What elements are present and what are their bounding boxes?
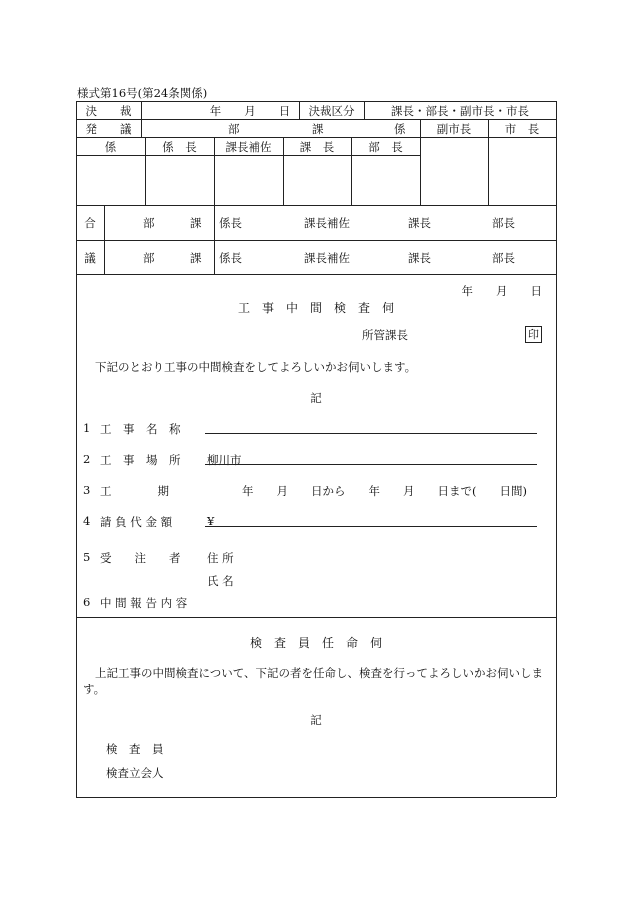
requester-label: 所管課長 xyxy=(362,328,408,342)
request1-body: 下記のとおり工事の中間検査をしてよろしいかお伺いします。 xyxy=(95,360,417,374)
stamp-col-kakari: 係 xyxy=(104,140,117,154)
item5-name: 氏 名 xyxy=(207,574,234,588)
frame-bottom xyxy=(76,797,556,798)
stamp-col-kakaricho: 係 長 xyxy=(162,140,197,154)
consult2-bu: 部 xyxy=(143,251,155,265)
consult2-bucho: 部長 xyxy=(492,251,515,265)
consult1-kacho-hosa: 課長補佐 xyxy=(304,216,350,230)
item5-address: 住 所 xyxy=(207,551,234,565)
inspector-label: 検 査 員 xyxy=(106,742,164,756)
consult2-ka: 課 xyxy=(190,251,202,265)
frame-top xyxy=(76,101,556,102)
witness-label: 検査立会人 xyxy=(106,766,164,780)
line-v-label xyxy=(141,101,142,137)
hatsugi-bu: 部 xyxy=(228,122,240,136)
label-hatsugi: 発 議 xyxy=(85,122,132,136)
line-h6 xyxy=(76,274,556,275)
hatsugi-kakari: 係 xyxy=(394,122,406,136)
label-kessai-kubun: 決裁区分 xyxy=(308,104,355,118)
item1-underline xyxy=(205,433,537,434)
stamp-col-kacho-hosa: 課長補佐 xyxy=(225,140,272,154)
label-shicho: 市 長 xyxy=(504,122,540,136)
seal-mark: 印 xyxy=(525,326,542,343)
stamp-col-kacho: 課 長 xyxy=(299,140,335,154)
request-date: 年 月 日 xyxy=(461,284,542,298)
label-kessai: 決 裁 xyxy=(85,104,132,118)
item2-value: 柳川市 xyxy=(207,453,242,467)
item4-underline xyxy=(205,526,537,527)
line-h1 xyxy=(76,119,556,120)
request1-ki: 記 xyxy=(310,391,322,405)
request2-ki: 記 xyxy=(310,713,322,727)
item6-label: 中 間 報 告 内 容 xyxy=(100,596,188,610)
line-v-ai xyxy=(104,205,105,274)
request2-body-line2: す。 xyxy=(83,682,106,696)
kessai-date: 年 月 日 xyxy=(209,104,291,118)
label-gi: 議 xyxy=(84,251,96,265)
item5-label: 受 注 者 xyxy=(100,551,181,565)
request1-title: 工 事 中 間 検 査 伺 xyxy=(237,301,394,315)
consult2-kacho: 課長 xyxy=(408,251,431,265)
frame-right xyxy=(556,101,557,797)
line-h5 xyxy=(76,240,556,241)
consult1-kakaricho: 係長 xyxy=(219,216,242,230)
consult2-kakaricho: 係長 xyxy=(219,251,242,265)
item2-num: 2 xyxy=(83,452,91,466)
consult1-kacho: 課長 xyxy=(408,216,431,230)
hatsugi-ka: 課 xyxy=(312,122,324,136)
request2-body-line1: 上記工事の中間検査について、下記の者を任命し、検査を行ってよろしいかお伺いしま xyxy=(95,666,544,680)
consult1-bucho: 部長 xyxy=(492,216,515,230)
label-fukushicho: 副市長 xyxy=(436,122,472,136)
item3-label: 工 期 xyxy=(100,484,169,498)
item3-value: 年 月 日から 年 月 日まで( 日間) xyxy=(242,484,527,498)
line-h7 xyxy=(76,617,556,618)
item5-num: 5 xyxy=(83,550,91,564)
kessai-kubun-value: 課長・部長・副市長・市長 xyxy=(391,104,529,118)
line-h3 xyxy=(76,155,420,156)
line-v-ai2 xyxy=(214,205,215,274)
label-ai: 合 xyxy=(84,216,96,230)
consult2-kacho-hosa: 課長補佐 xyxy=(304,251,350,265)
consult1-ka: 課 xyxy=(190,216,202,230)
item4-value: ¥ xyxy=(207,514,215,528)
stamp-col-bucho: 部 長 xyxy=(368,140,403,154)
item4-label: 請 負 代 金 額 xyxy=(100,515,173,529)
consult1-bu: 部 xyxy=(143,216,155,230)
item1-label: 工 事 名 称 xyxy=(100,422,181,436)
item1-num: 1 xyxy=(83,421,91,435)
item2-underline xyxy=(205,464,537,465)
item2-label: 工 事 場 所 xyxy=(100,453,181,467)
item3-num: 3 xyxy=(83,483,91,497)
line-h4 xyxy=(76,205,556,206)
line-h2 xyxy=(76,137,556,138)
item4-num: 4 xyxy=(83,514,91,528)
item6-num: 6 xyxy=(83,595,91,609)
form-id: 様式第16号(第24条関係) xyxy=(77,86,208,100)
request2-title: 検 査 員 任 命 伺 xyxy=(249,636,382,650)
